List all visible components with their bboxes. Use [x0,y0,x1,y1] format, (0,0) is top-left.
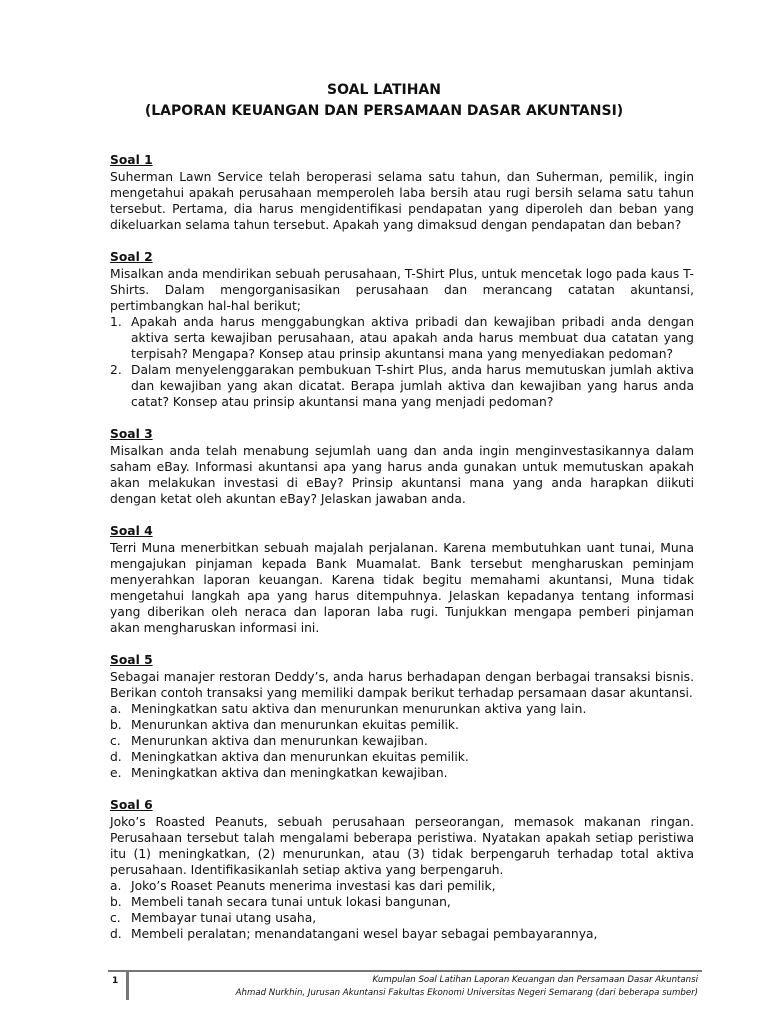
list-item-text: Menurunkan aktiva dan menurunkan ekuitas pemilik. [131,718,459,732]
question-list [110,314,694,410]
question-heading: Soal 2 [110,250,153,264]
list-marker: a. [110,879,122,893]
list-item [110,314,694,362]
list-item [110,749,694,765]
question-section [110,797,694,942]
footer-author: Ahmad Nurkhin, Jurusan Akuntansi Fakultas Ekonomi Universitas Negeri Semarang (dari beberapa sumber) [235,988,698,998]
question-heading: Soal 6 [110,798,153,812]
list-item [110,717,694,733]
footer-divider [126,970,129,1000]
question-text: Suherman Lawn Service telah beroperasi selama satu tahun, dan Suherman, pemilik, ingin mengetahui apakah perusahaan memperoleh laba bersih atau rugi bersih selama satu tahun tersebut. Pertama, dia harus mengidentifikasi pendapatan yang diperoleh dan beban yang dikeluarkan selama tahun tersebut. Apakah yang dimaksud dengan pendapatan dan beban? [110,170,694,232]
list-item-text: Membeli tanah secara tunai untuk lokasi bangunan, [131,895,451,909]
list-item-text: Meningkatkan aktiva dan meningkatkan kewajiban. [131,766,448,780]
question-heading: Soal 5 [110,653,153,667]
question-heading: Soal 1 [110,153,153,167]
question-list [110,878,694,942]
page-number: 1 [112,976,119,986]
question-text: Misalkan anda telah menabung sejumlah uang dan anda ingin menginvestasikannya dalam saham eBay. Informasi akuntansi apa yang harus anda gunakan untuk memutuskan apakah akan melakukan investasi di eBay? Prinsip akuntansi mana yang anda harapkan diikuti dengan ketat oleh akuntan eBay? Jelaskan jawaban anda. [110,444,694,506]
list-item-text: Dalam menyelenggarakan pembukuan T-shirt Plus, anda harus memutuskan jumlah aktiva dan kewajiban yang akan dicatat. Berapa jumlah aktiva dan kewajiban yang harus anda catat? Konsep atau prinsip akuntansi mana yang menjadi pedoman? [131,363,694,409]
question-text: Misalkan anda mendirikan sebuah perusahaan, T-Shirt Plus, untuk mencetak logo pada kaus T-Shirts. Dalam mengorganisasikan perusahaan dan merancang catatan akuntansi, pertimbangkan hal-hal berikut; [110,267,694,313]
question-text: Sebagai manajer restoran Deddy’s, anda harus berhadapan dengan berbagai transaksi bisnis. Berikan contoh transaksi yang memiliki dampak berikut terhadap persamaan dasar akuntansi. [110,670,694,700]
list-item [110,878,694,894]
list-item-text: Meningkatkan aktiva dan menurunkan ekuitas pemilik. [131,750,469,764]
list-marker: d. [110,750,122,764]
list-marker: a. [110,702,122,716]
list-marker: e. [110,766,122,780]
title-block [110,80,658,122]
question-section [110,523,694,636]
list-marker: b. [110,718,122,732]
list-item [110,765,694,781]
list-item [110,733,694,749]
footer-title: Kumpulan Soal Latihan Laporan Keuangan dan Persamaan Dasar Akuntansi [372,975,698,985]
list-marker: d. [110,927,122,941]
question-section [110,652,694,781]
page-footer [108,966,702,1006]
list-item [110,362,694,410]
list-item-text: Meningkatkan satu aktiva dan menurunkan menurunkan aktiva yang lain. [131,702,587,716]
question-section [110,249,694,410]
list-marker: 1. [110,315,122,329]
question-section [110,152,694,233]
question-heading: Soal 3 [110,427,153,441]
list-item [110,926,694,942]
list-marker: c. [110,734,121,748]
document-subtitle: (LAPORAN KEUANGAN DAN PERSAMAAN DASAR AKUNTANSI) [144,103,624,119]
list-item-text: Apakah anda harus menggabungkan aktiva pribadi dan kewajiban pribadi anda dengan aktiva serta kewajiban perusahaan, atau apakah anda harus membuat dua catatan yang terpisah? Mengapa? Konsep atau prinsip akuntansi mana yang menyediakan pedoman? [131,315,694,361]
list-item [110,894,694,910]
question-heading: Soal 4 [110,524,153,538]
list-item-text: Menurunkan aktiva dan menurunkan kewajiban. [131,734,428,748]
list-marker: b. [110,895,122,909]
question-section [110,426,694,507]
list-item-text: Joko’s Roaset Peanuts menerima investasi kas dari pemilik, [131,879,496,893]
list-item [110,910,694,926]
list-marker: c. [110,911,121,925]
list-item [110,701,694,717]
footer-rule [108,970,702,972]
list-item-text: Membeli peralatan; menandatangani wesel bayar sebagai pembayarannya, [131,927,598,941]
list-item-text: Membayar tunai utang usaha, [131,911,317,925]
content-body [110,152,694,958]
question-list [110,701,694,781]
question-text: Joko’s Roasted Peanuts, sebuah perusahaan perseorangan, memasok makanan ringan. Perusahaan tersebut talah mengalami beberapa peristiwa. Nyatakan apakah setiap peristiwa itu (1) meningkatkan, (2) menurunkan, atau (3) tidak berpengaruh terhadap total aktiva perusahaan. Identifikasikanlah setiap aktiva yang berpengaruh. [110,815,694,877]
question-text: Terri Muna menerbitkan sebuah majalah perjalanan. Karena membutuhkan uant tunai, Muna mengajukan pinjaman kepada Bank Muamalat. Bank tersebut mengharuskan peminjam menyerahkan laporan keuangan. Karena tidak begitu memahami akuntansi, Muna tidak mengetahui langkah apa yang harus ditempuhnya. Jelaskan kepadanya tentang informasi yang diberikan oleh neraca dan laporan laba rugi. Tunjukkan mengapa pemberi pinjaman akan mengharuskan informasi ini. [110,541,694,635]
list-marker: 2. [110,363,122,377]
document-title: SOAL LATIHAN [327,82,441,98]
